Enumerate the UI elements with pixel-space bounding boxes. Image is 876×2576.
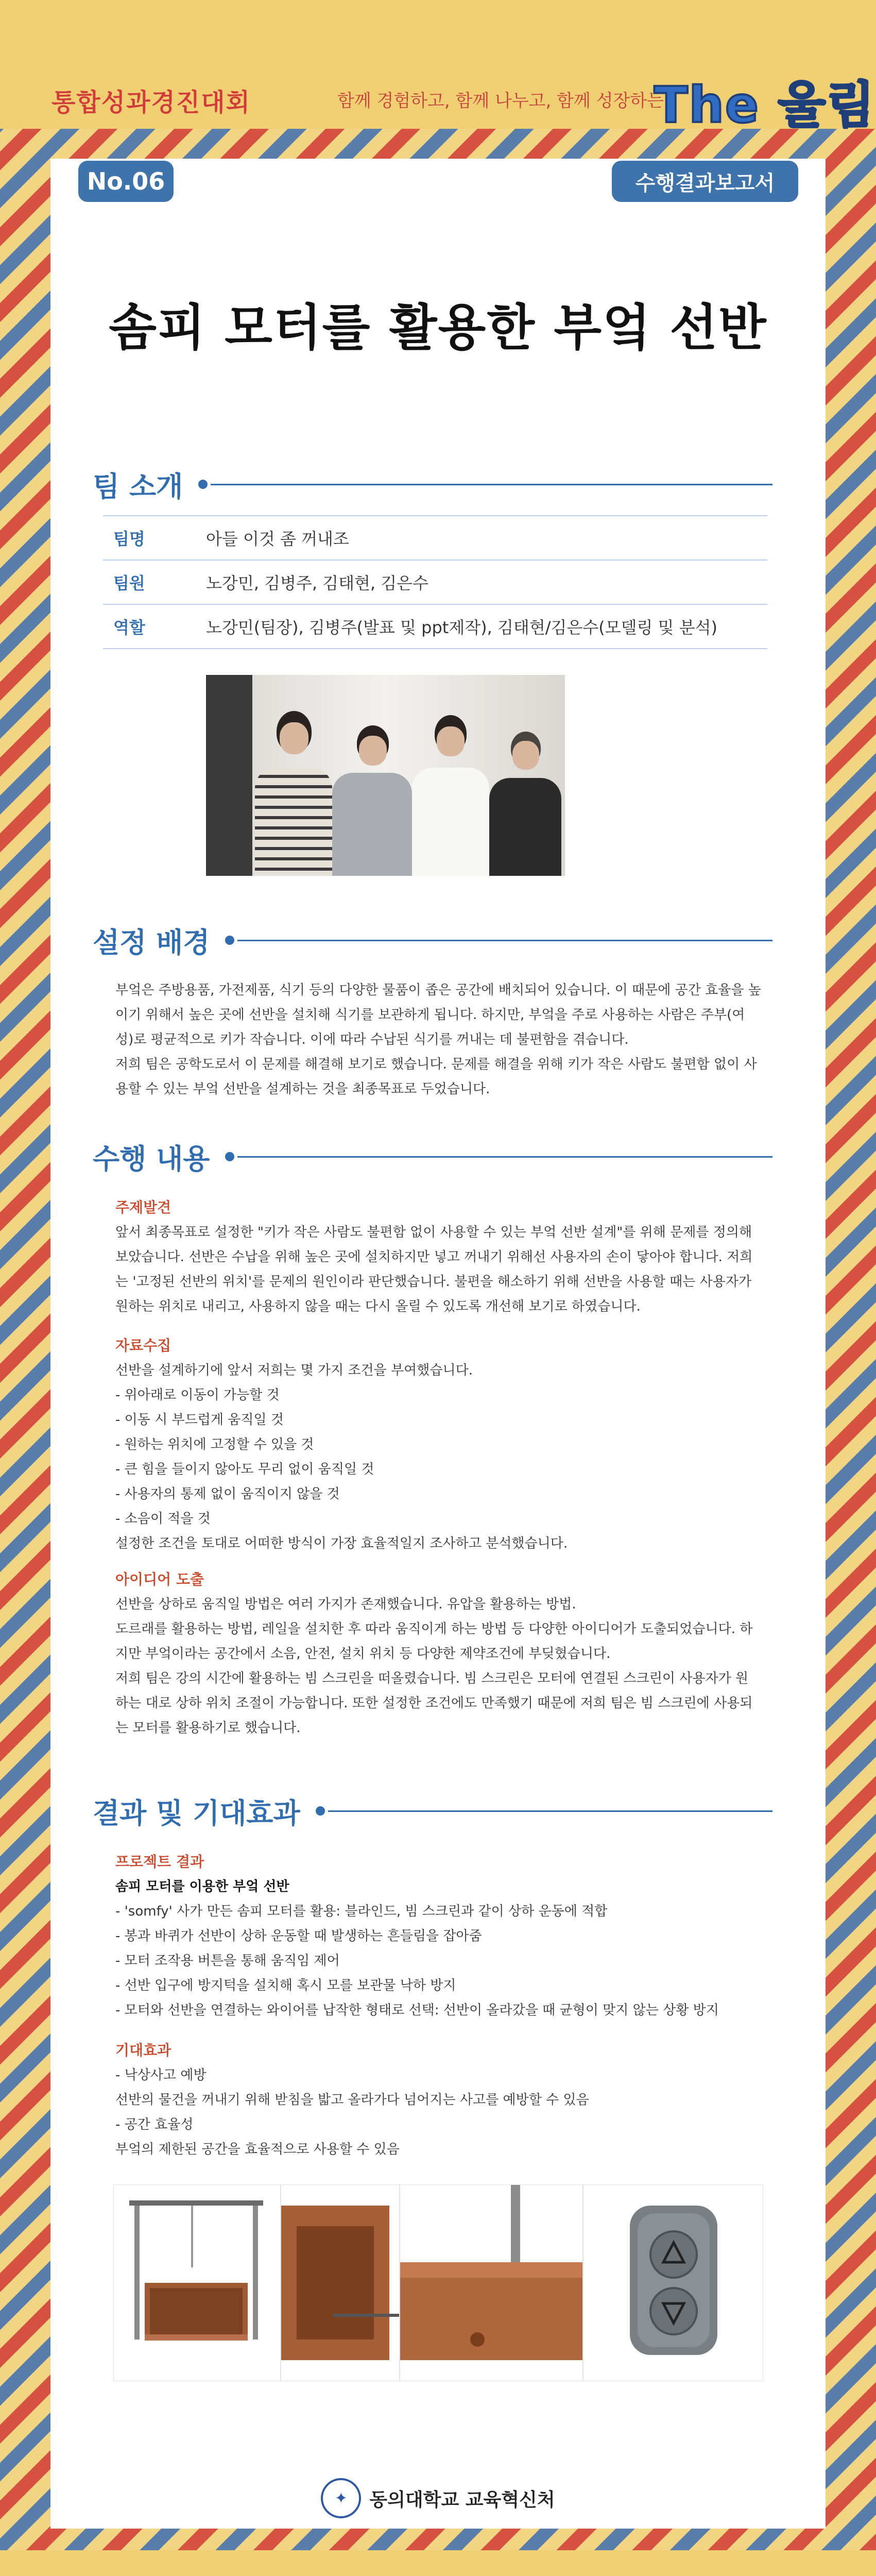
text-line: 성)로 평균적으로 키가 작습니다. 이에 따라 수납된 식기를 꺼내는 데 불편함을 겪습니다. xyxy=(115,1032,629,1047)
page-title: 솜피 모터를 활용한 부엌 선반 xyxy=(109,299,767,357)
text-line: 보았습니다. 선반은 수납을 위해 높은 곳에 설치하지만 넣고 꺼내기 위해선 사용자의 손이 닿아야 합니다. 저희 xyxy=(115,1249,753,1265)
text-line: 저희 팀은 강의 시간에 활용하는 빔 스크린을 떠올렸습니다. 빔 스크린은 모터에 연결된 스크린이 사용자가 원 xyxy=(115,1671,749,1686)
report-type-badge: 수행결과보고서 xyxy=(612,161,798,202)
team-key: 팀원 xyxy=(113,573,145,593)
list-item: - 위아래로 이동이 가능할 것 xyxy=(115,1387,280,1403)
ideas-paragraph xyxy=(115,1592,763,1740)
background-paragraph xyxy=(115,978,763,1101)
text-line: 부엌은 주방용품, 가전제품, 식기 등의 다양한 물품이 좁은 공간에 배치되어 있습니다. 이 때문에 공간 효율을 높 xyxy=(115,982,761,998)
team-value: 노강민, 김병주, 김태현, 김은수 xyxy=(206,573,428,593)
header-slogan: 함께 경험하고, 함께 나누고, 함께 성장하는 xyxy=(337,91,664,111)
section-title: 팀 소개 xyxy=(93,470,183,503)
bullet-dot-icon xyxy=(198,480,208,489)
project-lead: 솜피 모터를 이용한 부엌 선반 xyxy=(115,1879,289,1894)
list-item: - 원하는 위치에 고정할 수 있을 것 xyxy=(115,1437,314,1452)
list-item: - 이동 시 부드럽게 움직일 것 xyxy=(115,1412,284,1428)
section-title: 결과 및 기대효과 xyxy=(93,1797,300,1829)
shelf-render-full xyxy=(113,2184,281,2381)
section-divider xyxy=(328,1810,772,1812)
list-item: 선반의 물건을 꺼내기 위해 받침을 밟고 올라가다 넘어지는 사고를 예방할 수 있음 xyxy=(115,2092,589,2108)
number-badge: No.06 xyxy=(78,161,174,202)
list-item: 설정한 조건을 토대로 어떠한 방식이 가장 효율적일지 조사하고 분석했습니다. xyxy=(115,1536,568,1551)
text-line: 는 '고정된 선반의 위치'를 문제의 원인이라 판단했습니다. 불편을 해소하기 위해 선반을 사용할 때는 사용자가 xyxy=(115,1274,752,1290)
effects-subheading: 기대효과 xyxy=(115,2042,171,2059)
section-results-heading xyxy=(93,1793,772,1829)
team-value: 아들 이것 좀 꺼내조 xyxy=(206,529,349,549)
control-button-render xyxy=(583,2184,763,2381)
render-gallery xyxy=(113,2184,763,2380)
project-list xyxy=(115,1874,763,2023)
text-line: 앞서 최종목표로 설정한 "키가 작은 사람도 불편함 없이 사용할 수 있는 부엌 선반 설계"를 위해 문제를 정의해 xyxy=(115,1225,752,1240)
shelf-render-rod xyxy=(400,2184,582,2381)
section-team-heading xyxy=(93,466,772,502)
list-item: - 선반 입구에 방지턱을 설치해 혹시 모를 보관물 낙하 방지 xyxy=(115,1978,456,1993)
team-member-figure xyxy=(412,711,489,876)
list-item: - 모터 조작용 버튼을 통해 움직임 제어 xyxy=(115,1953,340,1969)
effects-list xyxy=(115,2063,763,2162)
team-member-figure xyxy=(332,721,412,876)
shelf-rod-illustration xyxy=(400,2185,582,2381)
list-item: - 큰 힘을 들이지 않아도 무리 없이 움직일 것 xyxy=(115,1462,374,1477)
text-line: 원하는 위치로 내리고, 사용하지 않을 때는 다시 올릴 수 있도록 개선해 보기로 하였습니다. xyxy=(115,1299,641,1314)
team-row xyxy=(103,604,767,649)
team-table xyxy=(103,515,767,649)
text-line: 용할 수 있는 부엌 선반을 설계하는 것을 최종목표로 두었습니다. xyxy=(115,1081,490,1097)
section-process-heading xyxy=(93,1139,772,1175)
topic-paragraph xyxy=(115,1220,763,1319)
shelf-closeup-illustration xyxy=(281,2185,400,2381)
section-background-heading xyxy=(93,922,772,958)
section-divider xyxy=(237,1156,772,1158)
text-line: 선반을 상하로 움직일 방법은 여러 가지가 존재했습니다. 유압을 활용하는 방법. xyxy=(115,1597,576,1612)
list-item: - 'somfy' 사가 만든 솜피 모터를 활용: 블라인드, 빔 스크린과 같이 상하 운동에 적합 xyxy=(115,1904,608,1919)
project-subheading: 프로젝트 결과 xyxy=(115,1853,204,1870)
text-line: 이기 위해서 높은 곳에 선반을 설치해 식기를 보관하게 됩니다. 하지만, 부엌을 주로 사용하는 사람은 주부(여 xyxy=(115,1007,745,1023)
team-row xyxy=(103,560,767,604)
team-key: 팀명 xyxy=(113,529,145,549)
list-item: - 봉과 바퀴가 선반이 상하 운동할 때 발생하는 흔들림을 잡아줌 xyxy=(115,1928,482,1944)
text-line: 저희 팀은 공학도로서 이 문제를 해결해 보기로 했습니다. 문제를 해결을 위해 키가 작은 사람도 불편함 없이 사 xyxy=(115,1057,757,1072)
text-line: 지만 부엌이라는 공간에서 소음, 안전, 설치 위치 등 다양한 제약조건에 부딪혔습니다. xyxy=(115,1646,611,1662)
text-line: 는 모터를 활용하기로 했습니다. xyxy=(115,1720,301,1736)
photo-door xyxy=(206,675,252,876)
list-item: - 공간 효율성 xyxy=(115,2117,194,2132)
bullet-dot-icon xyxy=(316,1806,325,1816)
shelf-render-closeup xyxy=(281,2184,400,2381)
team-key: 역할 xyxy=(113,618,145,637)
shelf-illustration xyxy=(114,2185,281,2381)
event-title: 통합성과경진대회 xyxy=(51,88,251,117)
team-row xyxy=(103,515,767,560)
footer xyxy=(0,2478,876,2518)
section-divider xyxy=(237,940,772,941)
control-button-illustration xyxy=(583,2185,763,2381)
footer-band xyxy=(0,2550,876,2576)
brand-logo: The 울림 xyxy=(654,76,875,134)
ideas-subheading: 아이디어 도출 xyxy=(115,1571,204,1588)
list-item: - 소음이 적을 것 xyxy=(115,1511,211,1527)
research-list xyxy=(115,1358,763,1556)
list-item: - 사용자의 통제 없이 움직이지 않을 것 xyxy=(115,1486,340,1502)
bullet-dot-icon xyxy=(225,936,234,945)
list-item: 부엌의 제한된 공간을 효율적으로 사용할 수 있음 xyxy=(115,2142,400,2157)
footer-org: 동의대학교 교육혁신처 xyxy=(369,2489,555,2511)
team-photo xyxy=(206,675,565,876)
team-value: 노강민(팀장), 김병주(발표 및 ppt제작), 김태현/김은수(모델링 및 분석) xyxy=(206,618,718,637)
text-line: 하는 대로 상하 위치 조절이 가능합니다. 또한 설정한 조건에도 만족했기 때문에 저희 팀은 빔 스크린에 사용되 xyxy=(115,1696,753,1711)
team-member-figure xyxy=(255,706,332,876)
research-subheading: 자료수집 xyxy=(115,1337,171,1354)
topic-subheading: 주제발견 xyxy=(115,1199,171,1216)
section-title: 수행 내용 xyxy=(93,1142,210,1175)
bullet-dot-icon xyxy=(225,1152,234,1161)
team-member-figure xyxy=(489,726,561,876)
university-seal-icon: ✦ xyxy=(321,2478,361,2518)
list-item: - 모터와 선반을 연결하는 와이어를 납작한 형태로 선택: 선반이 올라갔을 때 균형이 맞지 않는 상황 방지 xyxy=(115,2003,719,2018)
section-divider xyxy=(211,484,772,485)
section-title: 설정 배경 xyxy=(93,926,210,959)
text-line: 선반을 설계하기에 앞서 저희는 몇 가지 조건을 부여했습니다. xyxy=(115,1363,473,1378)
text-line: 도르래를 활용하는 방법, 레일을 설치한 후 따라 움직이게 하는 방법 등 다양한 아이디어가 도출되었습니다. 하 xyxy=(115,1621,753,1637)
list-item: - 낙상사고 예방 xyxy=(115,2067,207,2083)
